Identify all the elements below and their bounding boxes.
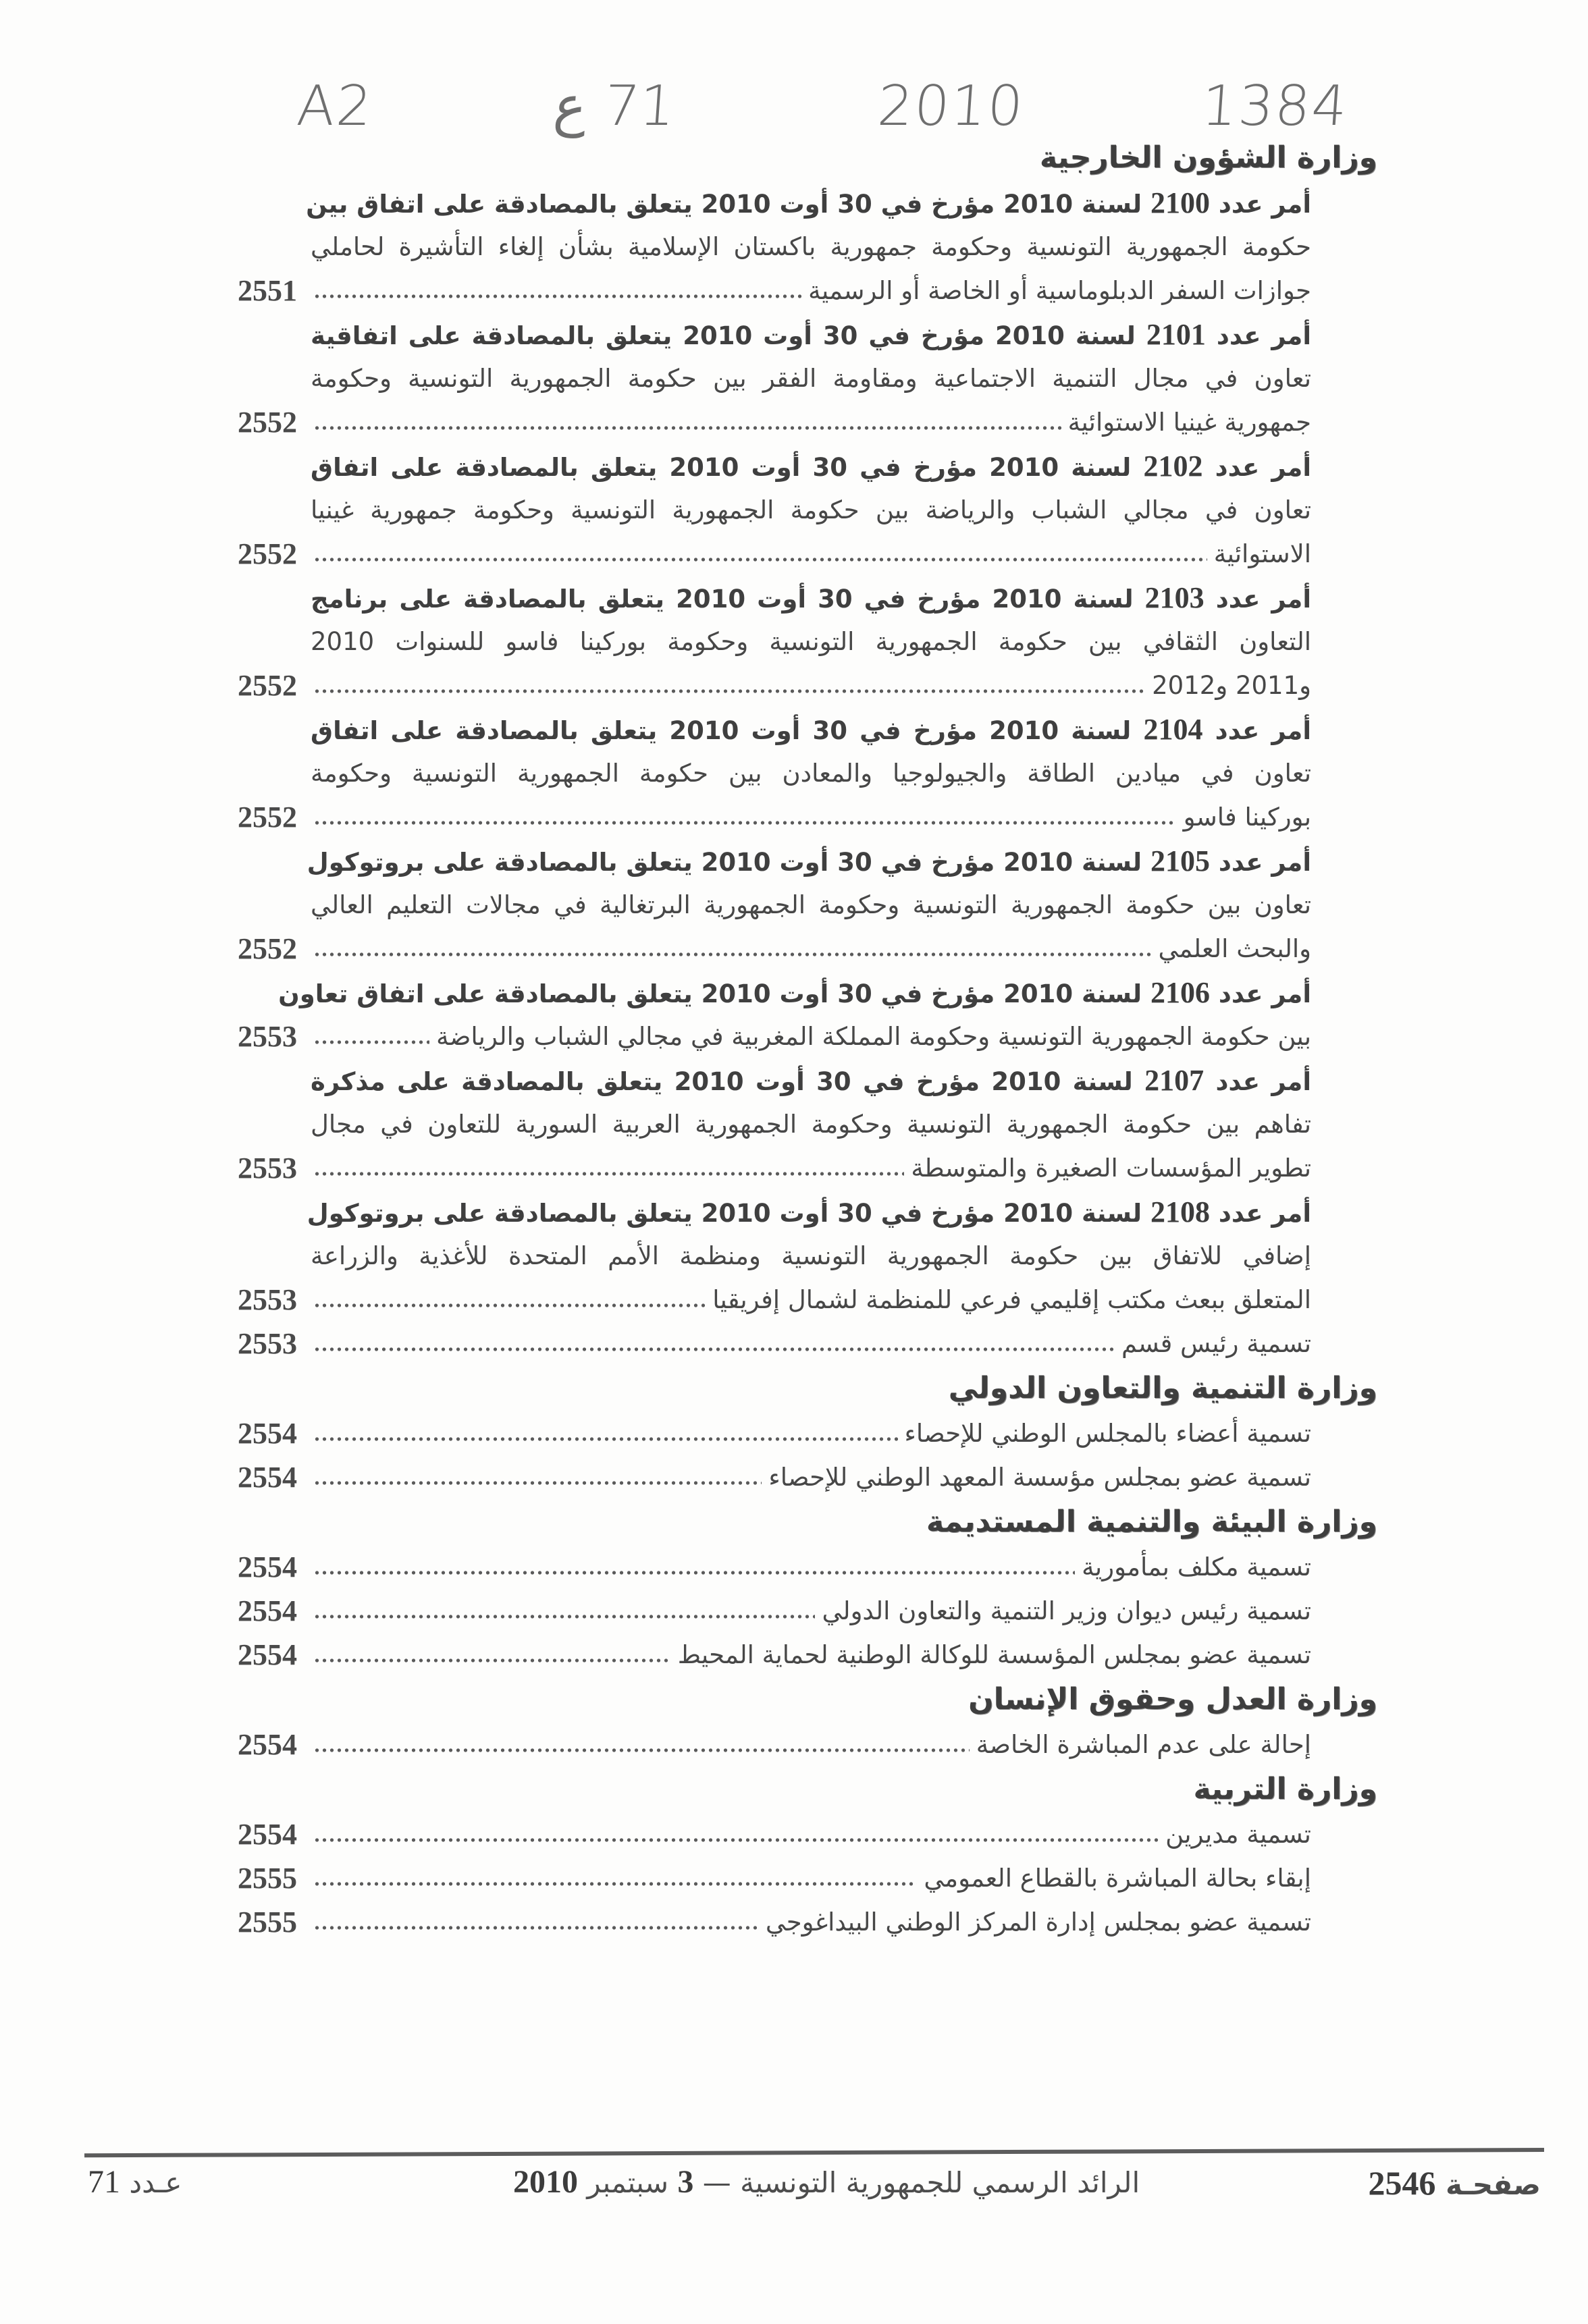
entry-text: لسنة 2010 مؤرخ في 30 أوت 2010 يتعلق بالمصادقة على مذكرة — [311, 1067, 1133, 1096]
toc-entry[interactable] — [223, 839, 1311, 971]
entry-page-number[interactable]: 2553 — [238, 1327, 297, 1360]
page-number: 2546 — [1368, 2164, 1436, 2202]
entry-line — [307, 839, 1311, 883]
decree-number: 2100 — [1150, 186, 1210, 219]
entry-line — [311, 444, 1311, 488]
ministry-heading: وزارة البيئة والتنمية المستديمة — [926, 1505, 1377, 1539]
entry-text: التعاون الثقافي بين حكومة الجمهورية التونسية وحكومة بوركينا فاسو للسنوات 2010 — [311, 627, 1311, 656]
entry-text: المتعلق ببعث مكتب إقليمي فرعي للمنظمة لشمال إفريقيا — [712, 1285, 1311, 1314]
entry-page-number[interactable]: 2553 — [238, 1152, 297, 1185]
dot-leader — [313, 1881, 917, 1887]
entry-text: تعاون في ميادين الطاقة والجيولوجيا والمعادن بين حكومة الجمهورية التونسية وحكومة — [311, 759, 1311, 788]
entry-text: لسنة 2010 مؤرخ في 30 أوت 2010 يتعلق بالمصادقة على بروتوكول — [307, 848, 1142, 877]
entry-page-number[interactable]: 2554 — [238, 1461, 297, 1494]
entry-line — [223, 1812, 1311, 1856]
entry-line — [223, 795, 1311, 839]
entry-page-number[interactable]: 2552 — [238, 537, 297, 570]
decree-number: 2103 — [1144, 581, 1205, 614]
entry-line — [311, 488, 1311, 532]
entry-page-number[interactable]: 2555 — [238, 1862, 297, 1895]
decree-label: أمر عدد — [1218, 190, 1311, 219]
dot-leader — [313, 1837, 1159, 1843]
dot-leader — [313, 1658, 671, 1663]
entry-text: لسنة 2010 مؤرخ في 30 أوت 2010 يتعلق بالمصادقة على اتفاق — [311, 453, 1132, 482]
entry-text: إضافي للاتفاق بين حكومة الجمهورية التونسية ومنظمة الأمم المتحدة للأغذية والزراعة — [311, 1241, 1311, 1270]
entry-first-line — [307, 1195, 1311, 1228]
entry-text: تطوير المؤسسات الصغيرة والمتوسطة — [911, 1154, 1311, 1183]
entry-text: بين حكومة الجمهورية التونسية وحكومة المملكة المغربية في مجالي الشباب والرياضة — [436, 1022, 1311, 1051]
dot-leader — [313, 1748, 970, 1753]
handwritten-note: 1384 — [1199, 74, 1351, 138]
entry-first-line — [306, 186, 1311, 219]
toc-entry[interactable] — [223, 1900, 1311, 1944]
entry-line — [223, 1589, 1311, 1633]
dot-leader — [313, 1303, 706, 1308]
entry-line — [223, 1411, 1311, 1455]
entry-line — [311, 707, 1311, 751]
entry-line — [223, 1633, 1311, 1677]
entry-text: تسمية عضو بمجلس المؤسسة للوكالة الوطنية لحماية المحيط — [677, 1640, 1311, 1669]
toc-entry[interactable] — [223, 1856, 1311, 1900]
entry-text: بوركينا فاسو — [1183, 803, 1311, 832]
decree-label: أمر عدد — [1216, 321, 1311, 350]
decree-number: 2102 — [1143, 450, 1203, 483]
dot-leader — [313, 1171, 904, 1177]
entry-text: تفاهم بين حكومة الجمهورية التونسية وحكومة الجمهورية العربية السورية للتعاون في مجال — [311, 1110, 1311, 1139]
toc-entry[interactable] — [223, 1723, 1311, 1766]
entry-line — [223, 1146, 1311, 1190]
entry-line — [311, 620, 1311, 664]
entry-line — [311, 225, 1311, 269]
entry-page-number[interactable]: 2554 — [238, 1550, 297, 1584]
decree-label: أمر عدد — [1218, 979, 1311, 1008]
entry-text: جمهورية غينيا الاستوائية — [1067, 408, 1311, 437]
decree-number: 2101 — [1146, 318, 1206, 351]
decree-number: 2105 — [1150, 844, 1210, 877]
entry-line — [223, 1278, 1311, 1322]
entry-text: لسنة 2010 مؤرخ في 30 أوت 2010 يتعلق بالمصادقة على اتفاقية — [311, 321, 1136, 350]
toc-entry[interactable] — [223, 1812, 1311, 1856]
entry-text: تسمية عضو بمجلس إدارة المركز الوطني البيداغوجي — [765, 1908, 1311, 1937]
dot-leader — [313, 688, 1145, 694]
toc-entry[interactable] — [223, 1190, 1311, 1322]
entry-line — [223, 269, 1311, 313]
entry-first-line — [311, 1064, 1312, 1097]
toc-entry[interactable] — [223, 1589, 1311, 1633]
entry-line — [306, 181, 1311, 225]
entry-page-number[interactable]: 2554 — [238, 1594, 297, 1627]
entry-page-number[interactable]: 2553 — [238, 1020, 297, 1053]
dot-leader — [313, 1039, 429, 1045]
entry-text: لسنة 2010 مؤرخ في 30 أوت 2010 يتعلق بالمصادقة على بروتوكول — [307, 1199, 1142, 1228]
toc-entry[interactable] — [223, 1058, 1311, 1190]
entry-line — [223, 1015, 1311, 1058]
entry-line — [311, 576, 1311, 620]
entry-text: الاستوائية — [1213, 539, 1311, 568]
toc-entry[interactable] — [223, 313, 1311, 444]
entry-line — [311, 751, 1311, 795]
ministry-heading: وزارة الشؤون الخارجية — [1039, 140, 1377, 175]
entry-line — [223, 532, 1311, 576]
entry-page-number[interactable]: 2551 — [238, 274, 297, 307]
footer-divider — [84, 2148, 1544, 2157]
entry-page-number[interactable]: 2554 — [238, 1417, 297, 1450]
toc-entry[interactable] — [223, 1322, 1311, 1366]
decree-label: أمر عدد — [1218, 1199, 1311, 1228]
toc-entry[interactable] — [223, 181, 1311, 313]
entry-line — [223, 1900, 1311, 1944]
footer-page-number — [1368, 2163, 1541, 2203]
entry-page-number[interactable]: 2554 — [238, 1728, 297, 1761]
entry-line — [223, 664, 1311, 707]
toc-entry[interactable] — [223, 707, 1311, 839]
publication-day: 3 — [677, 2164, 694, 2200]
entry-text: و2011 و2012 — [1152, 671, 1311, 700]
entry-first-line — [278, 976, 1311, 1009]
page-label: صفحـة — [1446, 2168, 1541, 2201]
entry-line — [311, 1102, 1311, 1146]
entry-line — [311, 356, 1311, 400]
ministry-heading: وزارة التربية — [1193, 1772, 1377, 1806]
entry-line — [223, 1856, 1311, 1900]
handwritten-note: A2 — [294, 74, 375, 138]
entry-text: تسمية رئيس قسم — [1121, 1329, 1311, 1358]
entry-page-number[interactable]: 2552 — [238, 669, 297, 702]
entry-first-line — [311, 318, 1311, 351]
entry-text: تعاون بين حكومة الجمهورية التونسية وحكومة الجمهورية البرتغالية في مجالات التعليم العالي — [311, 890, 1311, 919]
entry-text: تسمية أعضاء بالمجلس الوطني للإحصاء — [904, 1419, 1311, 1448]
publication-year: 2010 — [513, 2164, 578, 2200]
dot-leader — [313, 952, 1152, 957]
publication-title: الرائد الرسمي للجمهورية التونسية — — [702, 2166, 1140, 2199]
entry-line — [278, 971, 1311, 1015]
entry-page-number[interactable]: 2553 — [238, 1283, 297, 1316]
entry-line — [307, 1190, 1311, 1234]
dot-leader — [313, 820, 1177, 826]
footer-publication — [513, 2163, 1140, 2200]
entry-text: تسمية مديرين — [1165, 1820, 1311, 1849]
entry-text: تعاون في مجالي الشباب والرياضة بين حكومة الجمهورية التونسية وحكومة جمهورية غينيا — [311, 495, 1311, 524]
toc-entry[interactable] — [223, 1633, 1311, 1677]
entry-text: تسمية رئيس ديوان وزير التنمية والتعاون الدولي — [822, 1596, 1311, 1625]
dot-leader — [313, 294, 801, 299]
handwritten-note: 2010 — [875, 74, 1027, 138]
entry-page-number[interactable]: 2555 — [238, 1906, 297, 1939]
entry-text: والبحث العلمي — [1158, 934, 1311, 963]
entry-line — [223, 1545, 1311, 1589]
decree-number: 2107 — [1144, 1064, 1205, 1097]
entry-first-line — [311, 450, 1312, 483]
entry-page-number[interactable]: 2554 — [238, 1638, 297, 1671]
dot-leader — [313, 1480, 762, 1486]
issue-number: 71 — [88, 2164, 120, 2200]
entry-text: إبقاء بحالة المباشرة بالقطاع العمومي — [924, 1864, 1311, 1893]
dot-leader — [313, 1436, 898, 1442]
ministry-heading: وزارة التنمية والتعاون الدولي — [948, 1371, 1377, 1405]
decree-label: أمر عدد — [1218, 848, 1311, 877]
dot-leader — [313, 1614, 815, 1619]
entry-line — [311, 1234, 1311, 1278]
decree-label: أمر عدد — [1215, 716, 1312, 745]
decree-number: 2106 — [1150, 976, 1210, 1009]
entry-line — [311, 1058, 1311, 1102]
entry-line — [311, 883, 1311, 927]
decree-number: 2108 — [1150, 1195, 1210, 1228]
decree-label: أمر عدد — [1215, 1067, 1312, 1096]
toc-entry[interactable] — [223, 971, 1311, 1058]
entry-text: تعاون في مجال التنمية الاجتماعية ومقاومة الفقر بين حكومة الجمهورية التونسية وحكومة — [311, 364, 1311, 393]
publication-month: سبتمبر — [587, 2166, 669, 2199]
entry-line — [223, 400, 1311, 444]
dot-leader — [313, 557, 1207, 562]
entry-page-number[interactable]: 2552 — [238, 801, 297, 834]
issue-label: عـدد — [129, 2166, 182, 2199]
toc-entry[interactable] — [223, 1455, 1311, 1499]
entry-text: لسنة 2010 مؤرخ في 30 أوت 2010 يتعلق بالمصادقة على برنامج — [311, 585, 1134, 614]
handwritten-note: 71 ع — [551, 74, 677, 138]
dot-leader — [313, 1925, 759, 1930]
entry-first-line — [311, 581, 1312, 614]
toc-entry[interactable] — [223, 1545, 1311, 1589]
entry-text: لسنة 2010 مؤرخ في 30 أوت 2010 يتعلق بالمصادقة على اتفاق بين — [306, 190, 1142, 219]
footer-issue — [88, 2163, 182, 2200]
entry-page-number[interactable]: 2552 — [238, 406, 297, 439]
entry-line — [223, 927, 1311, 971]
dot-leader — [313, 425, 1061, 431]
ministry-heading: وزارة العدل وحقوق الإنسان — [968, 1682, 1377, 1717]
entry-line — [311, 313, 1311, 356]
entry-first-line — [311, 713, 1312, 746]
dot-leader — [313, 1347, 1115, 1352]
table-of-contents — [223, 135, 1377, 1944]
toc-entry[interactable] — [223, 576, 1311, 707]
entry-text: جوازات السفر الدبلوماسية أو الخاصة أو الرسمية — [808, 276, 1311, 305]
entry-line — [223, 1723, 1311, 1766]
entry-text: لسنة 2010 مؤرخ في 30 أوت 2010 يتعلق بالمصادقة على اتفاق تعاون — [278, 979, 1142, 1008]
toc-entry[interactable] — [223, 1411, 1311, 1455]
decree-label: أمر عدد — [1215, 585, 1312, 614]
entry-text: حكومة الجمهورية التونسية وحكومة جمهورية باكستان الإسلامية بشأن إلغاء التأشيرة لحاملي — [311, 232, 1311, 261]
dot-leader — [313, 1570, 1075, 1575]
toc-entry[interactable] — [223, 444, 1311, 576]
entry-text: تسمية مكلف بمأمورية — [1082, 1552, 1311, 1582]
entry-line — [223, 1455, 1311, 1499]
entry-text: لسنة 2010 مؤرخ في 30 أوت 2010 يتعلق بالمصادقة على اتفاق — [311, 716, 1132, 745]
decree-label: أمر عدد — [1215, 453, 1312, 482]
entry-page-number[interactable]: 2552 — [238, 932, 297, 965]
decree-number: 2104 — [1143, 713, 1203, 746]
entry-line — [223, 1322, 1311, 1366]
entry-text: تسمية عضو بمجلس مؤسسة المعهد الوطني للإحصاء — [768, 1463, 1311, 1492]
entry-text: إحالة على عدم المباشرة الخاصة — [976, 1730, 1311, 1759]
entry-page-number[interactable]: 2554 — [238, 1818, 297, 1851]
entry-first-line — [307, 844, 1311, 877]
